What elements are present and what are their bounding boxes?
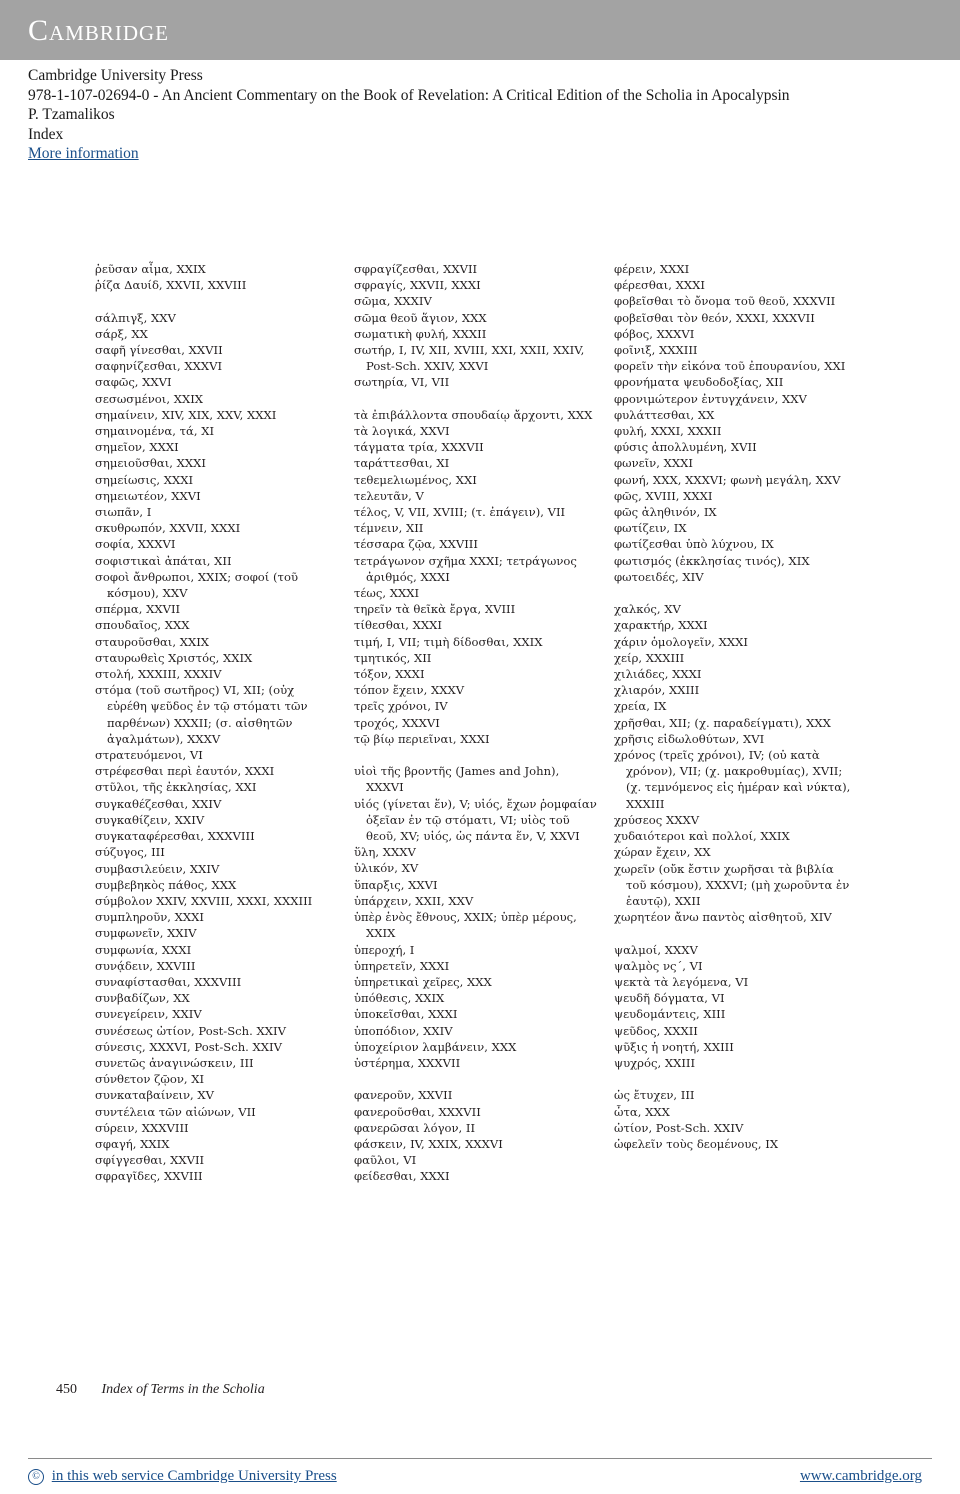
section-line: Index — [28, 125, 64, 143]
index-entry: σφίγγεσθαι, XXVII — [95, 1153, 205, 1168]
index-entry: στολή, XXXIII, XXXIV — [95, 667, 222, 682]
index-entry: φοῖνιξ, XXXIII — [614, 343, 698, 358]
index-entry: φανερῶσαι λόγον, II — [354, 1120, 476, 1135]
index-entry: φανεροῦν, XXVII — [354, 1088, 453, 1103]
index-entry: φυλάττεσθαι, XX — [614, 407, 715, 422]
brand-banner — [0, 0, 960, 60]
index-entry: σύρειν, XXXVIII — [95, 1120, 189, 1135]
index-entry: σκυθρωπόν, XXVII, XXXI — [95, 521, 241, 536]
section-gap — [354, 391, 600, 407]
index-entry: σαφῶς, XXVI — [95, 375, 172, 390]
index-entry: στρέφεσθαι περὶ ἑαυτόν, XXXI — [95, 764, 275, 779]
page-number: 450 — [56, 1382, 77, 1397]
index-entry: φωτίζεσθαι ὑπὸ λύχνου, IX — [614, 537, 774, 552]
index-entry: σημειοῦσθαι, XXXI — [95, 456, 206, 471]
index-entry: σεσωσμένοι, XXIX — [95, 391, 204, 406]
index-entry: τελευτᾶν, V — [354, 488, 424, 503]
page-footer — [56, 1382, 265, 1398]
index-entry: ψευδῆ δόγματα, VI — [614, 991, 725, 1006]
index-entry: χυδαιότεροι καὶ πολλοί, XXIX — [614, 829, 790, 844]
index-entry: φυλή, XXXI, XXXII — [614, 424, 722, 439]
index-entry: σημαινομένα, τά, XI — [95, 424, 215, 439]
index-entry: σημαίνειν, XIV, XIX, XXV, XXXI — [95, 407, 277, 422]
index-entry: τόξον, XXXI — [354, 667, 425, 682]
section-gap — [354, 1071, 600, 1087]
index-entry: σοφία, XXXVI — [95, 537, 176, 552]
index-entry: φέρειν, XXXI — [614, 262, 690, 276]
index-entry: σωτηρία, VI, VII — [354, 375, 450, 390]
footer-divider — [28, 1458, 932, 1459]
index-entry: στόμα (τοῦ σωτῆρος) VI, XII; (οὐχ εὐρέθη ψεῦδος ἐν τῷ στόματι τῶν παρθένων) XXXII; (σ. αἰσθητῶν ἀγαλμάτων), XXXV — [95, 683, 308, 746]
index-entry: σημειωτέον, XXVI — [95, 488, 201, 503]
index-entry: φωτοειδές, XIV — [614, 569, 704, 584]
index-entry: συμφωνία, XXXI — [95, 942, 192, 957]
index-entry: υἱός (γίνεται ἕν), V; υἱός, ἔχων ῥομφαίαν ὀξεῖαν ἐν τῷ στόματι, VI; υἱὸς τοῦ θεοῦ, XV; υἱός, ὡς πάντα ἕν, V, XXVI — [354, 796, 597, 844]
index-entry: συγκαθίζειν, XXIV — [95, 812, 205, 827]
index-entry: ὠτίον, Post-Sch. XXIV — [614, 1120, 744, 1135]
index-entry: ψεκτὰ τὰ λεγόμενα, VI — [614, 974, 749, 989]
brand-logo: Cambridge — [28, 14, 170, 47]
index-entry: σάρξ, XX — [95, 326, 148, 341]
index-entry: σιωπᾶν, I — [95, 505, 152, 520]
index-entry: ὑπηρετικαὶ χεῖρες, XXX — [354, 974, 492, 989]
section-gap — [614, 1071, 854, 1087]
index-entry: χρόνος (τρεῖς χρόνοι), IV; (οὐ κατὰ χρόνον), VII; (χ. μακροθυμίας), XVII; (χ. τεμνόμενος εἰς ἡμέραν καὶ νύκτα), XXXIII — [614, 748, 851, 811]
index-entry: συντέλεια τῶν αἰώνων, VII — [95, 1104, 256, 1119]
index-entry: σῶμα, XXXIV — [354, 294, 432, 309]
index-entry: φόβος, XXXVI — [614, 326, 695, 341]
index-entry: χάριν ὁμολογεῖν, XXXI — [614, 634, 749, 649]
index-entry: τόπον ἔχειν, XXXV — [354, 683, 465, 698]
index-entry: χώραν ἔχειν, XX — [614, 845, 711, 860]
index-entry: χαρακτήρ, XXXI — [614, 618, 708, 633]
index-entry: συγκαθέζεσθαι, XXIV — [95, 796, 222, 811]
index-entry: στῦλοι, τῆς ἐκκλησίας, XXI — [95, 780, 257, 795]
book-metadata — [28, 66, 948, 164]
publisher-line: Cambridge University Press — [28, 67, 203, 84]
index-entry: χρύσεος XXXV — [614, 812, 700, 827]
index-entry: χρῆσις εἰδωλοθύτων, XVI — [614, 731, 765, 746]
index-entry: φῶς ἀληθινόν, IX — [614, 505, 717, 520]
index-entry: τὰ ἐπιβάλλοντα σπουδαίῳ ἄρχοντι, XXX — [354, 407, 593, 422]
index-entry: συνβαδίζων, XX — [95, 991, 190, 1006]
index-entry: ὑποχείριον λαμβάνειν, XXX — [354, 1039, 517, 1054]
index-entry: φέρεσθαι, XXXI — [614, 278, 705, 293]
index-entry: σαφηνίζεσθαι, XXXVI — [95, 359, 223, 374]
index-entry: σύνεσις, XXXVI, Post-Sch. XXIV — [95, 1039, 282, 1054]
index-entry: ὠφελεῖν τοὺς δεομένους, IX — [614, 1136, 779, 1151]
index-entry: τάγματα τρία, XXXVII — [354, 440, 484, 455]
index-entry: τέσσαρα ζῷα, XXVIII — [354, 537, 478, 552]
index-entry: ψεῦδος, XXXII — [614, 1023, 698, 1038]
index-entry: τμητικός, XII — [354, 650, 432, 665]
index-entry: χωρεῖν (οὔκ ἔστιν χωρῆσαι τὰ βιβλία τοῦ κόσμου), XXXVI; (μὴ χωροῦντα ἐν ἑαυτῷ), XXII — [614, 861, 850, 908]
index-entry: σπέρμα, XXVII — [95, 602, 181, 617]
index-entry: φωνεῖν, XXXI — [614, 456, 693, 471]
index-entry: φωνή, XXX, XXXVI; φωνὴ μεγάλη, XXV — [614, 472, 841, 487]
index-entry: φείδεσθαι, XXXI — [354, 1169, 450, 1184]
index-entry: φρονιμώτερον ἐντυγχάνειν, XXV — [614, 391, 807, 406]
index-entry: σύνθετον ζῷον, XI — [95, 1072, 205, 1087]
section-gap — [614, 925, 854, 941]
index-entry: φοβεῖσθαι τὸ ὄνομα τοῦ θεοῦ, XXXVII — [614, 294, 836, 309]
running-title: Index of Terms in the Scholia — [101, 1382, 265, 1397]
index-entry: σημείωσις, XXXI — [95, 472, 194, 487]
more-information-link[interactable]: More information — [28, 145, 139, 162]
index-entry: σφραγίζεσθαι, XXVII — [354, 262, 478, 276]
index-entry: συνέσεως ὠτίον, Post-Sch. XXIV — [95, 1023, 286, 1038]
index-column-3 — [614, 261, 854, 1152]
index-entry: φανεροῦσθαι, XXXVII — [354, 1104, 481, 1119]
index-entry: σφαγή, XXIX — [95, 1136, 170, 1151]
index-entry: ψευδομάντεις, XIII — [614, 1007, 726, 1022]
website-link[interactable]: www.cambridge.org — [799, 1468, 922, 1484]
copyright-text: in this web service Cambridge University Press — [51, 1468, 337, 1484]
index-entry: τέμνειν, XII — [354, 521, 424, 536]
index-entry: ῥίζα Δαυίδ, XXVII, XXVIII — [95, 278, 247, 293]
section-gap — [95, 293, 323, 309]
index-entry: σάλπιγξ, XXV — [95, 310, 176, 325]
index-entry: ὑπὲρ ἑνὸς ἔθνους, XXIX; ὑπὲρ μέρους, XXIX — [354, 910, 577, 941]
index-entry: ὑπάρχειν, XXII, XXV — [354, 893, 474, 908]
index-entry: σταυροῦσθαι, XXIX — [95, 634, 210, 649]
index-entry: σύζυγος, III — [95, 845, 165, 860]
index-entry: σημεῖον, XXXI — [95, 440, 179, 455]
index-entry: ὑποπόδιον, XXIV — [354, 1023, 453, 1038]
index-entry: σαφῆ γίνεσθαι, XXVII — [95, 343, 223, 357]
index-entry: σῶμα θεοῦ ἅγιον, XXX — [354, 310, 487, 325]
index-entry: ψῦξις ἡ νοητή, XXIII — [614, 1039, 734, 1054]
index-entry: τρεῖς χρόνοι, IV — [354, 699, 448, 714]
index-entry: ὑπεροχή, I — [354, 942, 415, 957]
index-entry: φύσις ἀπολλυμένη, XVII — [614, 440, 757, 455]
index-entry: ῥεῦσαν αἷμα, XXIX — [95, 262, 206, 276]
index-entry: ψυχρός, XXIII — [614, 1055, 696, 1070]
index-entry: συνκαταβαίνειν, XV — [95, 1088, 215, 1103]
index-entry: τῷ βίῳ περιεῖναι, XXXI — [354, 731, 490, 746]
section-gap — [614, 585, 854, 601]
section-gap — [354, 747, 600, 763]
index-entry: ὡς ἔτυχεν, III — [614, 1088, 695, 1103]
copyright-icon: © — [28, 1469, 44, 1485]
index-entry: φῶς, XVIII, XXXI — [614, 488, 713, 503]
index-entry: τετράγωνον σχῆμα XXXI; τετράγωνος ἀριθμός, XXXI — [354, 553, 577, 584]
index-entry: φωτίζειν, IX — [614, 521, 687, 536]
index-entry: συνᾴδειν, XXVIII — [95, 958, 196, 973]
index-entry: συμβεβηκὸς πάθος, XXX — [95, 877, 237, 892]
index-entry: φωτισμός (ἐκκλησίας τινός), XIX — [614, 553, 810, 568]
index-entry: τιμή, I, VII; τιμὴ δίδοσθαι, XXIX — [354, 634, 543, 649]
index-entry: συνετῶς ἀναγινώσκειν, III — [95, 1055, 254, 1070]
index-entry: φρονήματα ψευδοδοξίας, XII — [614, 375, 784, 390]
index-entry: ὑπηρετεῖν, XXXI — [354, 958, 450, 973]
author-line: P. Tzamalikos — [28, 106, 115, 123]
index-entry: χαλκός, XV — [614, 602, 681, 617]
index-entry: τεθεμελιωμένος, XXI — [354, 472, 477, 487]
index-entry: ὦτα, XXX — [614, 1104, 670, 1119]
index-entry: τέως, XXXI — [354, 586, 420, 601]
index-entry: τέλος, V, VII, XVIII; (τ. ἐπάγειν), VII — [354, 505, 566, 520]
index-entry: υἱοὶ τῆς βροντῆς (James and John), XXXVI — [354, 764, 560, 795]
index-entry: σύμβολον XXIV, XXVIII, XXXI, XXXIII — [95, 893, 313, 908]
index-entry: φαῦλοι, VI — [354, 1153, 417, 1168]
index-entry: χρῆσθαι, XII; (χ. παραδείγματι), XXX — [614, 715, 831, 730]
index-entry: σοφιστικαὶ ἀπάται, XII — [95, 553, 232, 568]
index-entry: συμπληροῦν, XXXI — [95, 910, 205, 925]
index-entry: ψαλμοί, XXXV — [614, 942, 698, 957]
index-entry: σταυρωθεὶς Χριστός, XXIX — [95, 650, 253, 665]
index-entry: χιλιάδες, XXXI — [614, 667, 702, 682]
index-entry: σφραγίς, XXVII, XXXI — [354, 278, 481, 293]
index-entry: τὰ λογικά, XXVI — [354, 424, 450, 439]
index-entry: ὑλικόν, XV — [354, 861, 419, 876]
index-entry: ταράττεσθαι, XI — [354, 456, 450, 471]
index-entry: συμβασιλεύειν, XXIV — [95, 861, 220, 876]
isbn-title-line: 978-1-107-02694-0 - An Ancient Commentary on the Book of Revelation: A Critical Edition of the Scholia in Apocalypsin — [28, 86, 790, 104]
index-entry: τροχός, XXXVI — [354, 715, 440, 730]
index-entry: σφραγῖδες, XXVIII — [95, 1169, 203, 1184]
index-entry: χείρ, XXXIII — [614, 650, 685, 665]
index-entry: ὕπαρξις, XXVI — [354, 877, 438, 892]
index-entry: σπουδαῖος, XXX — [95, 618, 190, 633]
index-entry: τηρεῖν τὰ θεῖκὰ ἔργα, XVIII — [354, 602, 516, 617]
index-entry: χωρητέον ἄνω παντὸς αἰσθητοῦ, XIV — [614, 910, 832, 925]
index-entry: σωτήρ, I, IV, XII, XVIII, XXI, XXII, XXIV, Post-Sch. XXIV, XXVI — [354, 343, 585, 374]
copyright-notice[interactable] — [28, 1468, 337, 1485]
index-entry: φοβεῖσθαι τὸν θεόν, XXXI, XXXVII — [614, 310, 815, 325]
index-column-2 — [354, 261, 600, 1185]
index-entry: φάσκειν, IV, XXIX, XXXVI — [354, 1136, 503, 1151]
index-entry: φορεῖν τὴν εἰκόνα τοῦ ἐπουρανίου, XXI — [614, 359, 846, 374]
index-entry: τίθεσθαι, XXXI — [354, 618, 442, 633]
index-entry: ψαλμὸς νς΄, VI — [614, 958, 703, 973]
index-entry: συμφωνεῖν, XXIV — [95, 926, 197, 941]
index-entry: χρεία, IX — [614, 699, 667, 714]
index-entry: σωματικὴ φυλή, XXXII — [354, 326, 487, 341]
index-entry: στρατευόμενοι, VI — [95, 748, 203, 763]
index-entry: χλιαρόν, XXIII — [614, 683, 700, 698]
index-entry: συναφίστασθαι, XXXVIII — [95, 974, 242, 989]
index-entry: ὑπόθεσις, XXIX — [354, 991, 445, 1006]
index-entry: συγκαταφέρεσθαι, XXXVIII — [95, 829, 255, 844]
index-entry: σοφοὶ ἄνθρωποι, XXIX; σοφοί (τοῦ κόσμου), XXV — [95, 569, 298, 601]
index-column-1 — [95, 261, 323, 1185]
index-entry: συνεγείρειν, XXIV — [95, 1007, 202, 1022]
index-entry: ὕλη, XXXV — [354, 845, 416, 860]
index-entry: ὑστέρημα, XXXVII — [354, 1055, 461, 1070]
index-entry: ὑποκεῖσθαι, XXXI — [354, 1007, 458, 1022]
